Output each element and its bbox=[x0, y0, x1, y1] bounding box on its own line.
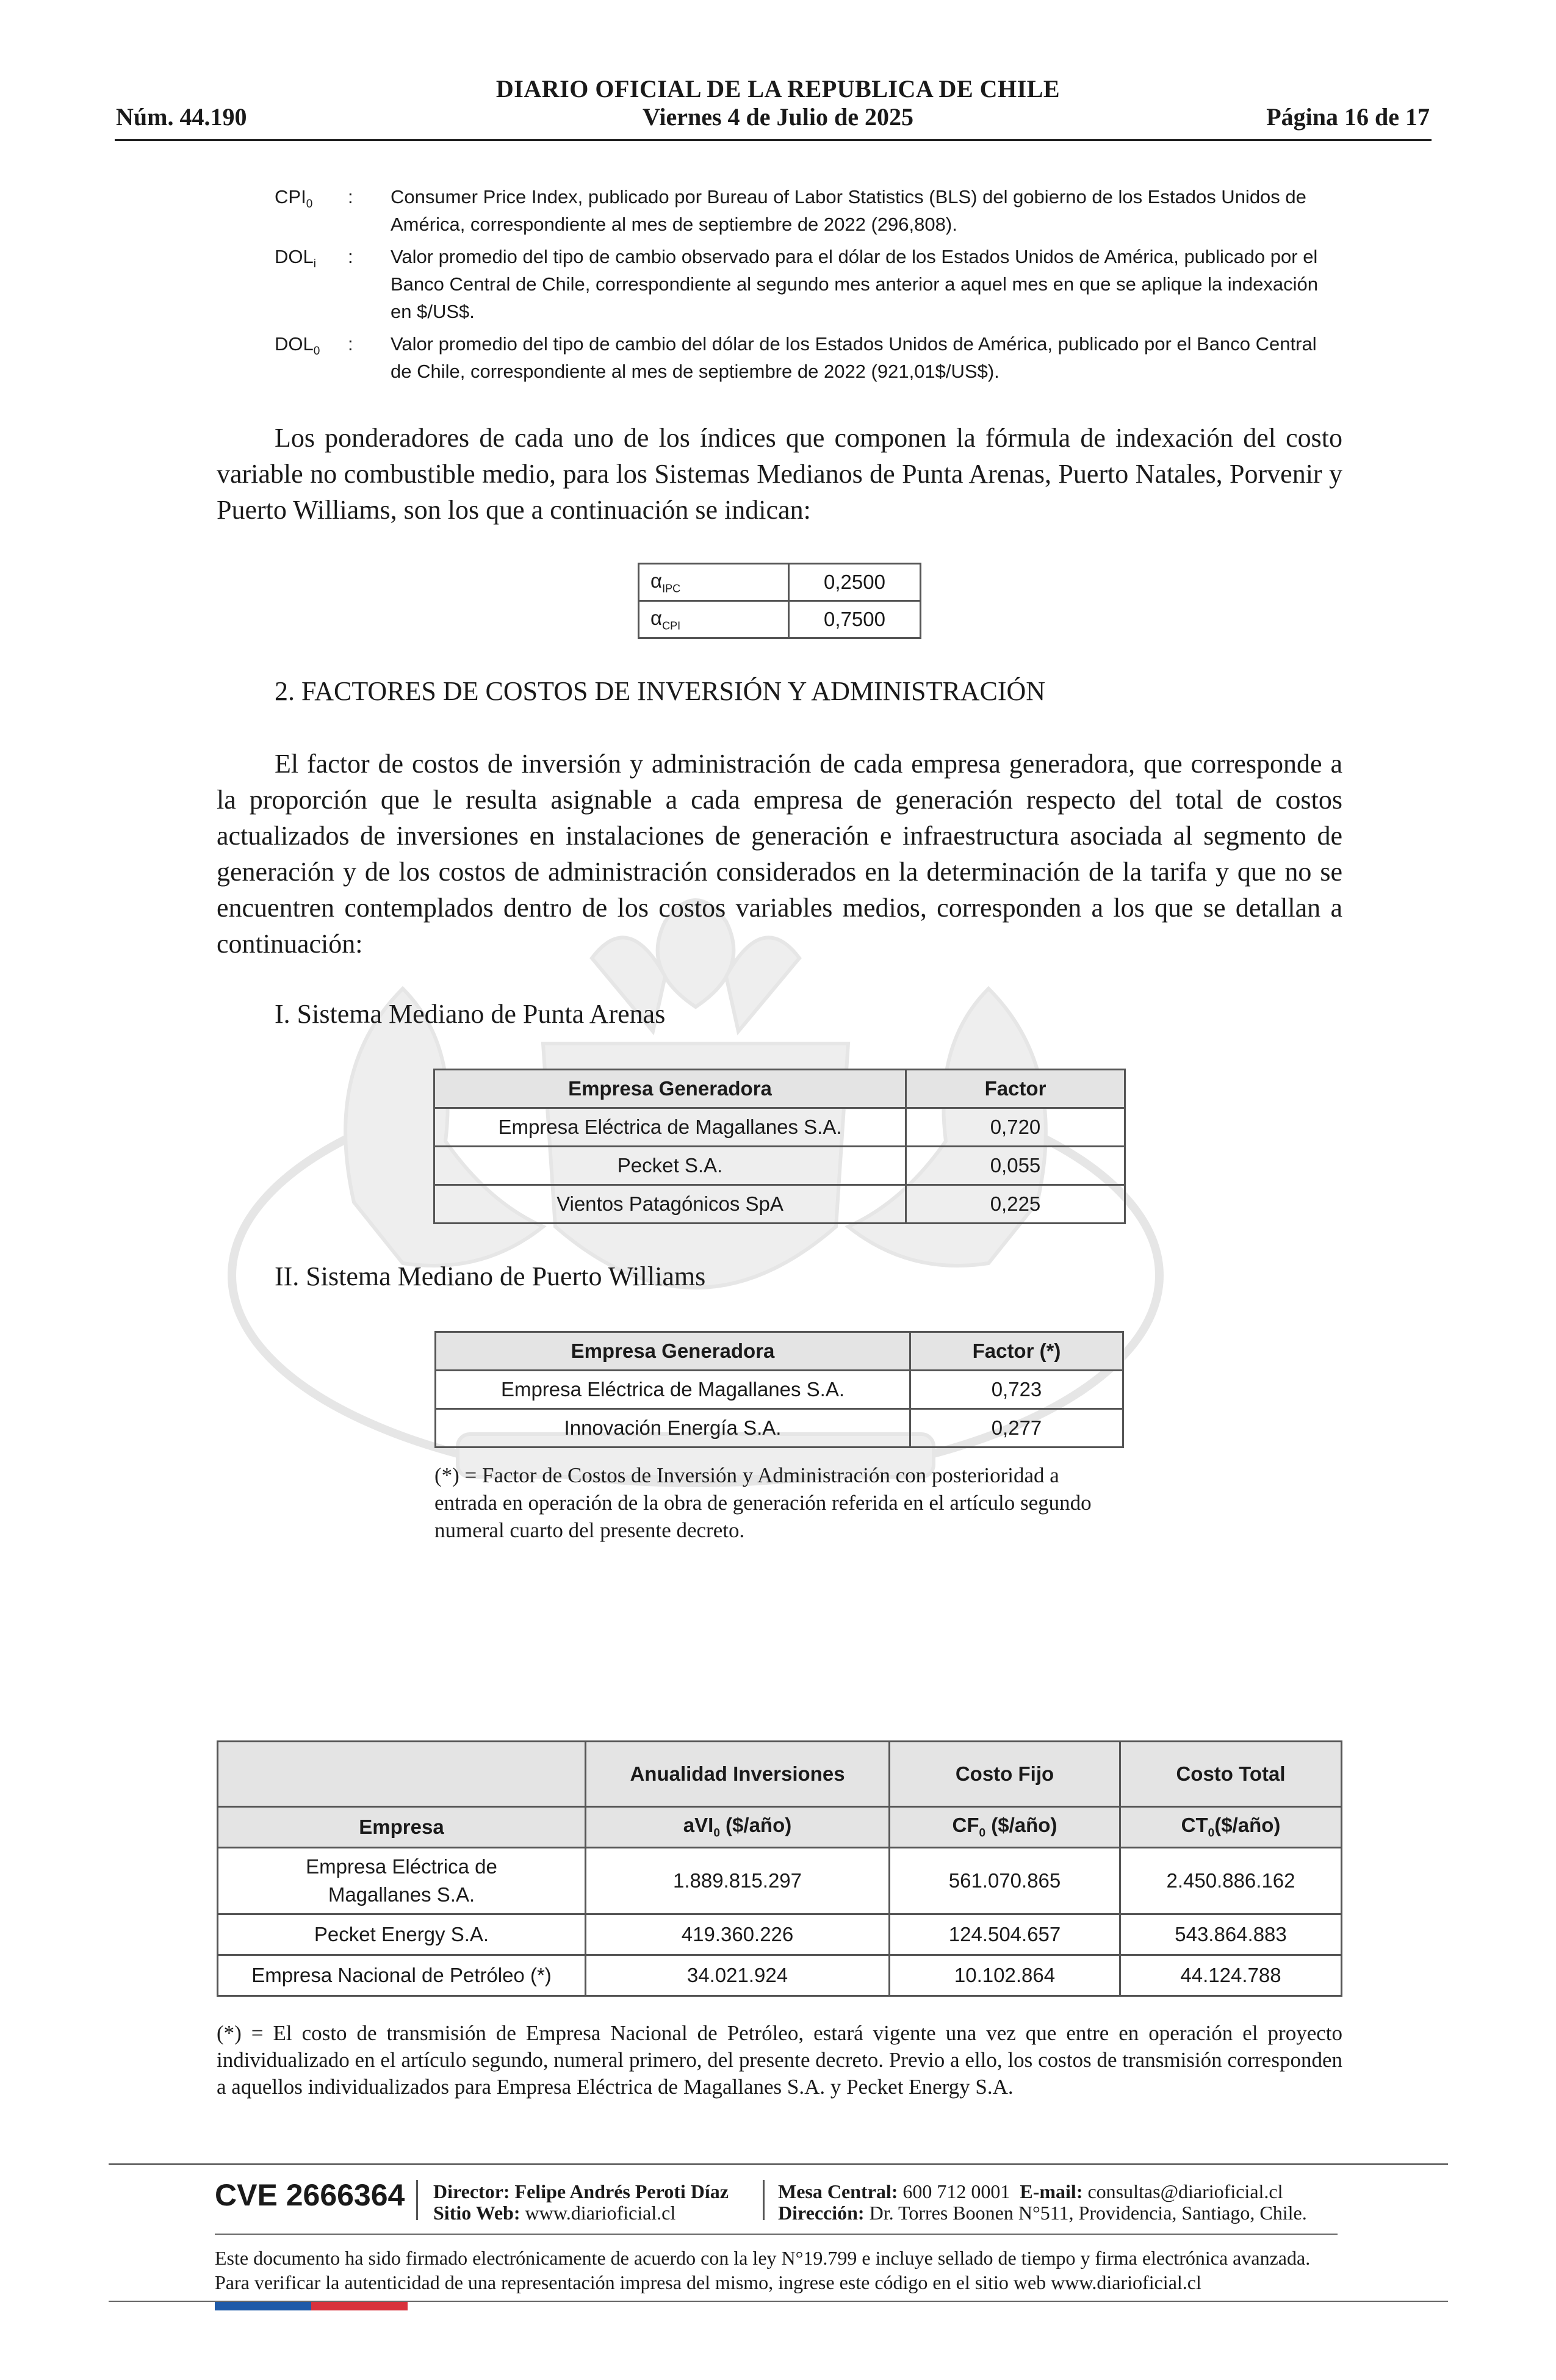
factor-cell: 0,055 bbox=[906, 1147, 1125, 1185]
company-cell: Pecket Energy S.A. bbox=[218, 1914, 586, 1955]
section-heading: 2. FACTORES DE COSTOS DE INVERSIÓN Y ADMINISTRACIÓN bbox=[275, 676, 1046, 706]
footer-divider bbox=[215, 2234, 1338, 2235]
ponderadores-paragraph: Los ponderadores de cada uno de los índices que componen la fórmula de indexación del costo variable no combustible medio, para los Sistemas Medianos de Punta Arenas, Puerto Natales, Porvenir y Puerto Williams, son los que a continuación se indican: bbox=[217, 423, 1342, 525]
column-header: Anualidad Inversiones bbox=[586, 1742, 890, 1807]
punta-arenas-heading: I. Sistema Mediano de Punta Arenas bbox=[275, 999, 666, 1029]
page-indicator: Página 16 de 17 bbox=[1266, 103, 1430, 131]
alpha-symbol-cell: $\alpha_{CPI}$ bbox=[639, 601, 789, 638]
fixed-cost-cell: 124.504.657 bbox=[890, 1914, 1120, 1955]
annuity-cell: 419.360.226 bbox=[586, 1914, 890, 1955]
fixed-cost-cell: 561.070.865 bbox=[890, 1848, 1120, 1914]
total-cost-cell: 44.124.788 bbox=[1120, 1955, 1342, 1996]
footer-director: Director: Felipe Andrés Peroti Díaz bbox=[433, 2180, 729, 2202]
footer-address: Dirección: Dr. Torres Boonen N°511, Providencia, Santiago, Chile. bbox=[778, 2202, 1307, 2224]
table-row bbox=[434, 1108, 1125, 1147]
footer-separator bbox=[416, 2180, 418, 2220]
table-row bbox=[218, 1955, 1342, 1996]
company-cell: Empresa Nacional de Petróleo (*) bbox=[218, 1955, 586, 1996]
table-subheader-row bbox=[218, 1807, 1342, 1848]
column-header: Empresa Generadora bbox=[434, 1070, 906, 1108]
definition-symbol: $DOL_i$ bbox=[275, 246, 316, 271]
table-row bbox=[434, 1185, 1125, 1224]
newspaper-title: DIARIO OFICIAL DE LA REPUBLICA DE CHILE bbox=[495, 75, 1061, 103]
definition-colon: : bbox=[348, 186, 353, 207]
alpha-value-cell: 0,7500 bbox=[789, 601, 921, 638]
factor-cell: 0,277 bbox=[910, 1409, 1123, 1448]
header-divider bbox=[115, 139, 1432, 141]
puerto-williams-table bbox=[434, 1331, 1124, 1448]
definition-colon: : bbox=[348, 333, 353, 355]
table-row bbox=[436, 1371, 1123, 1409]
factor-intro-paragraph: El factor de costos de inversión y administración de cada empresa generadora, que corresponde a la proporción que le resulta asignable a cada empresa de generación respecto del total de costos actualizados de inversiones en instalaciones de generación e infraestructura asociada al segmento de generación y de los costos de administración considerados en la determinación de la tarifa y que no se encuentren contemplados dentro de los costos variables medios, corresponden a los que se detallan a continuación: bbox=[217, 749, 1342, 959]
alpha-symbol-cell: $\alpha_{IPC}$ bbox=[639, 564, 789, 601]
total-cost-cell: 543.864.883 bbox=[1120, 1914, 1342, 1955]
definition-colon: : bbox=[348, 246, 353, 267]
table-row bbox=[639, 601, 921, 638]
table-header-row bbox=[436, 1332, 1123, 1371]
company-cell: Pecket S.A. bbox=[434, 1147, 906, 1185]
annuity-cell: 1.889.815.297 bbox=[586, 1848, 890, 1914]
column-header: Factor (*) bbox=[910, 1332, 1123, 1371]
table-row bbox=[434, 1147, 1125, 1185]
definition-symbol: $DOL_0$ bbox=[275, 333, 320, 358]
fixed-cost-cell: 10.102.864 bbox=[890, 1955, 1120, 1996]
column-header: Costo Total bbox=[1120, 1742, 1342, 1807]
table-row bbox=[639, 564, 921, 601]
footer-website: Sitio Web: www.diarioficial.cl bbox=[433, 2202, 676, 2224]
company-cell: Vientos Patagónicos SpA bbox=[434, 1185, 906, 1224]
definition-text: Valor promedio del tipo de cambio observado para el dólar de los Estados Unidos de América, publicado por el Banco Central de Chile, correspondiente al segundo mes anterior a aquel mes en que se aplique la indexación en $/US$. bbox=[391, 246, 1318, 322]
company-cell: Empresa Eléctrica de Magallanes S.A. bbox=[218, 1848, 586, 1914]
company-cell: Empresa Eléctrica de Magallanes S.A. bbox=[436, 1371, 910, 1409]
footer-contact: Mesa Central: 600 712 0001 E-mail: consultas@diarioficial.cl bbox=[778, 2180, 1283, 2202]
column-header: Factor bbox=[906, 1070, 1125, 1108]
definition-symbol: $CPI_0$ bbox=[275, 186, 313, 211]
alpha-value-cell: 0,2500 bbox=[789, 564, 921, 601]
column-subheader: $CF_0$ ($/año) bbox=[890, 1807, 1120, 1848]
flag-bar-blue bbox=[215, 2302, 311, 2310]
transmission-footnote: (*) = El costo de transmisión de Empresa Nacional de Petróleo, estará vigente una vez que entre en operación el proyecto individualizado en el artículo segundo, numeral primero, del presente decreto. Previo a ello, los costos de transmisión corresponden a aquellos individualizados para Empresa Eléctrica de Magallanes S.A. y Pecket Energy S.A. bbox=[217, 2021, 1342, 2099]
factor-footnote: (*) = Factor de Costos de Inversión y Administración con posterioridad a entrada en operación de la obra de generación referida en el artículo segundo numeral cuarto del presente decreto. bbox=[434, 1463, 1092, 1542]
issue-date: Viernes 4 de Julio de 2025 bbox=[642, 103, 914, 131]
column-subheader: aVI$_0$ ($/año) bbox=[586, 1807, 890, 1848]
flag-bar-red bbox=[311, 2302, 408, 2310]
table-header-row bbox=[218, 1742, 1342, 1807]
column-subheader: Empresa bbox=[218, 1807, 586, 1848]
annuity-cell: 34.021.924 bbox=[586, 1955, 890, 1996]
definition-text: Consumer Price Index, publicado por Bureau of Labor Statistics (BLS) del gobierno de los Estados Unidos de América, correspondiente al mes de septiembre de 2022 (296,808). bbox=[391, 186, 1306, 235]
alpha-weights-table bbox=[638, 563, 921, 639]
punta-arenas-table bbox=[433, 1069, 1126, 1224]
factor-cell: 0,723 bbox=[910, 1371, 1123, 1409]
factor-cell: 0,720 bbox=[906, 1108, 1125, 1147]
total-cost-cell: 2.450.886.162 bbox=[1120, 1848, 1342, 1914]
footer-top-divider bbox=[109, 2163, 1448, 2165]
column-header bbox=[218, 1742, 586, 1807]
cve-code: CVE 2666364 bbox=[215, 2178, 405, 2212]
column-subheader: $CT_0(\$/año)$ bbox=[1120, 1807, 1342, 1848]
company-cell: Innovación Energía S.A. bbox=[436, 1409, 910, 1448]
table-header-row bbox=[434, 1070, 1125, 1108]
footer-separator bbox=[763, 2180, 765, 2220]
table-row bbox=[218, 1848, 1342, 1914]
puerto-williams-heading: II. Sistema Mediano de Puerto Williams bbox=[275, 1261, 706, 1291]
table-row bbox=[218, 1914, 1342, 1955]
table-row bbox=[436, 1409, 1123, 1448]
definition-text: Valor promedio del tipo de cambio del dólar de los Estados Unidos de América, publicado por el Banco Central de Chile, correspondiente al mes de septiembre de 2022 (921,01$/US$). bbox=[391, 333, 1317, 382]
factor-cell: 0,225 bbox=[906, 1185, 1125, 1224]
footer-legal-notice: Este documento ha sido firmado electrónicamente de acuerdo con la ley N°19.799 e incluye sellado de tiempo y firma electrónica avanzada. Para verificar la autenticidad de una representación impresa del mismo, ingrese este código en el sitio web www.diarioficial.cl bbox=[215, 2247, 1311, 2293]
issue-number: Núm. 44.190 bbox=[116, 103, 247, 131]
company-cell: Empresa Eléctrica de Magallanes S.A. bbox=[434, 1108, 906, 1147]
column-header: Costo Fijo bbox=[890, 1742, 1120, 1807]
transmission-costs-table bbox=[217, 1740, 1342, 1997]
column-header: Empresa Generadora bbox=[436, 1332, 910, 1371]
